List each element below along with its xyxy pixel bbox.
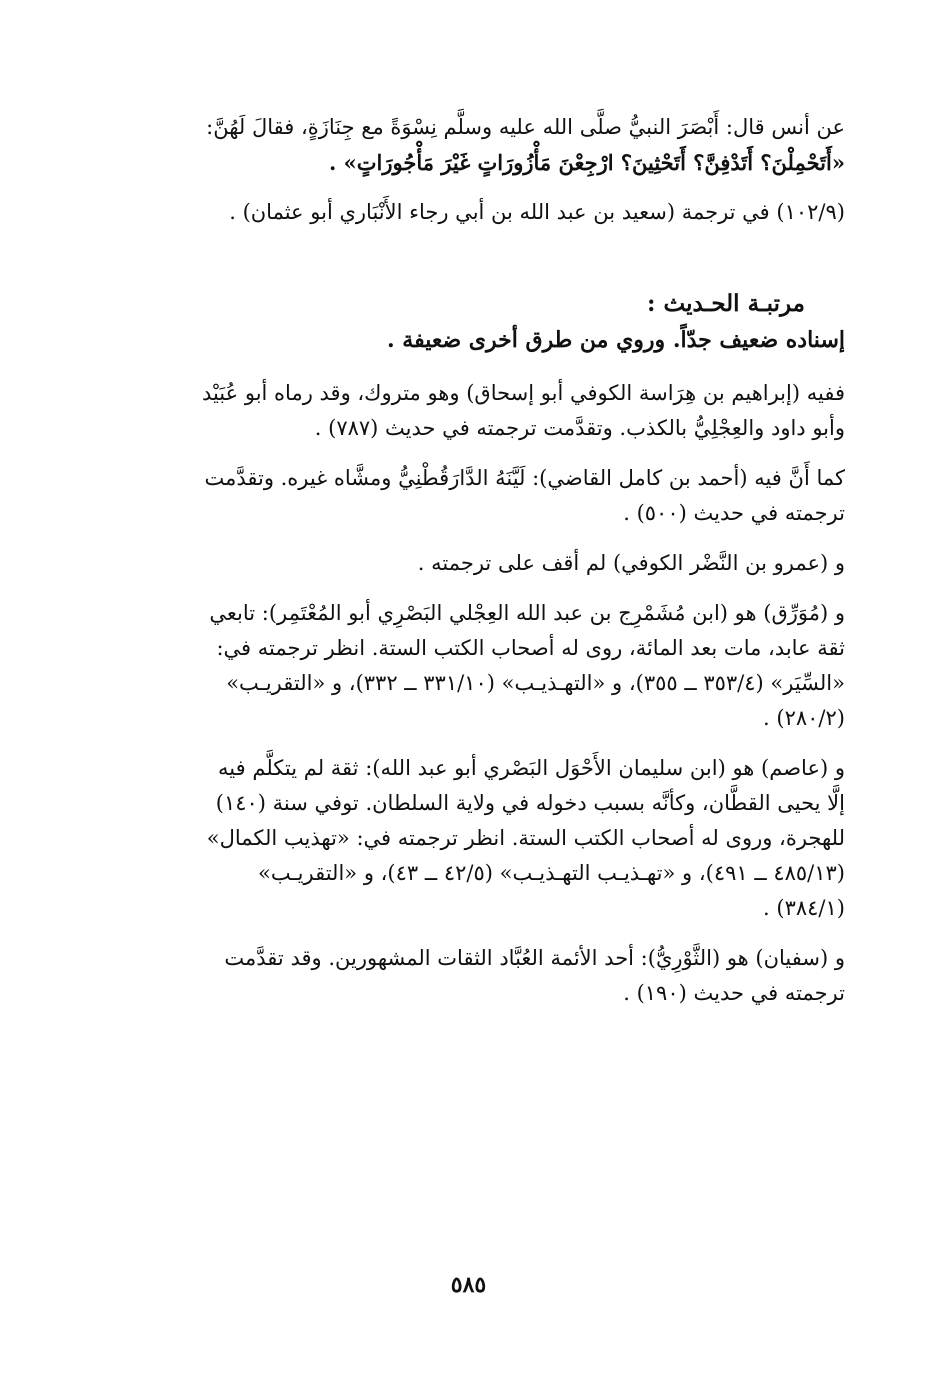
hadith-line: «أَتَحْمِلْنَ؟ أَتَدْفِنَّ؟ أَتَحْثِينَ؟ ارْجِعْنَ مَأْزُورَاتٍ غَيْرَ مَأْجُورَاتٍ» . <box>329 150 845 175</box>
source-reference <box>90 195 845 230</box>
narrator-paragraph <box>90 461 845 531</box>
section-heading: مرتبـة الحـديث : <box>647 290 805 317</box>
text-line: ففيه (إبراهيم بن هِرَاسة الكوفي أبو إسحاق) وهو متروك، وقد رماه أبو عُبَيْد <box>201 381 845 405</box>
narrator-paragraph <box>90 546 845 581</box>
text-line: (٤٨٥/١٣ ــ ٤٩١)، و «تهـذيـب التهـذيـب» (٤٢/٥ ــ ٤٣)، و «التقريـب» <box>258 861 845 885</box>
rank-summary: إسناده ضعيف جدّاً. وروي من طرق أخرى ضعيفة . <box>386 327 845 353</box>
text-line: و (سفيان) هو (الثَّوْرِيُّ): أحد الأئمة العُبَّاد الثقات المشهورين. وقد تقدَّمت <box>224 946 845 970</box>
text-line: و (مُوَرِّق) هو (ابن مُشَمْرِج بن عبد الله العِجْلي البَصْرِي أبو المُعْتَمِر): تابعي <box>209 601 845 625</box>
text-line: «السِّيَر» (٣٥٣/٤ ــ ٣٥٥)، و «التهـذيـب» (٣٣١/١٠ ــ ٣٣٢)، و «التقريـب» <box>226 671 845 695</box>
hadith-text <box>90 110 845 180</box>
text-line: (٢٨٠/٢) . <box>763 706 845 730</box>
text-line: ترجمته في حديث (١٩٠) . <box>623 981 845 1005</box>
text-line: و (عمرو بن النَّضْر الكوفي) لم أقف على ترجمته . <box>417 551 845 575</box>
hadith-line: عن أنس قال: أَبْصَرَ النبيُّ صلَّى الله عليه وسلَّم نِسْوَةً مع جِنَازَةٍ، فقالَ لَهُنَّ: <box>206 115 845 139</box>
narrator-paragraph <box>90 751 845 926</box>
text-line: للهجرة، وروى له أصحاب الكتب الستة. انظر ترجمته في: «تهذيب الكمال» <box>206 826 845 850</box>
narrator-paragraph <box>90 941 845 1011</box>
text-line: ترجمته في حديث (٥٠٠) . <box>623 501 845 525</box>
text-line: وأبو داود والعِجْلِيُّ بالكذب. وتقدَّمت ترجمته في حديث (٧٨٧) . <box>314 416 845 440</box>
reference-line: (١٠٢/٩) في ترجمة (سعيد بن عبد الله بن أبي رجاء الأَنْبَاري أبو عثمان) . <box>229 200 845 224</box>
text-line: و (عاصم) هو (ابن سليمان الأَحْوَل البَصْري أبو عبد الله): ثقة لم يتكلَّم فيه <box>218 756 845 780</box>
narrator-paragraph <box>90 596 845 736</box>
text-line: إلَّا يحيى القطَّان، وكأنَّه بسبب دخوله في ولاية السلطان. توفي سنة (١٤٠) <box>215 791 845 815</box>
text-line: (٣٨٤/١) . <box>763 896 845 920</box>
page-body <box>90 110 845 1026</box>
text-line: ثقة عابد، مات بعد المائة، روى له أصحاب الكتب الستة. انظر ترجمته في: <box>216 636 845 660</box>
narrator-paragraph <box>90 376 845 446</box>
page-number: ٥٨٥ <box>450 1272 487 1298</box>
text-line: كما أَنَّ فيه (أحمد بن كامل القاضي): لَيَّنَهُ الدَّارَقُطْنِيُّ ومشَّاه غيره. وتقدَّمت <box>204 466 845 490</box>
